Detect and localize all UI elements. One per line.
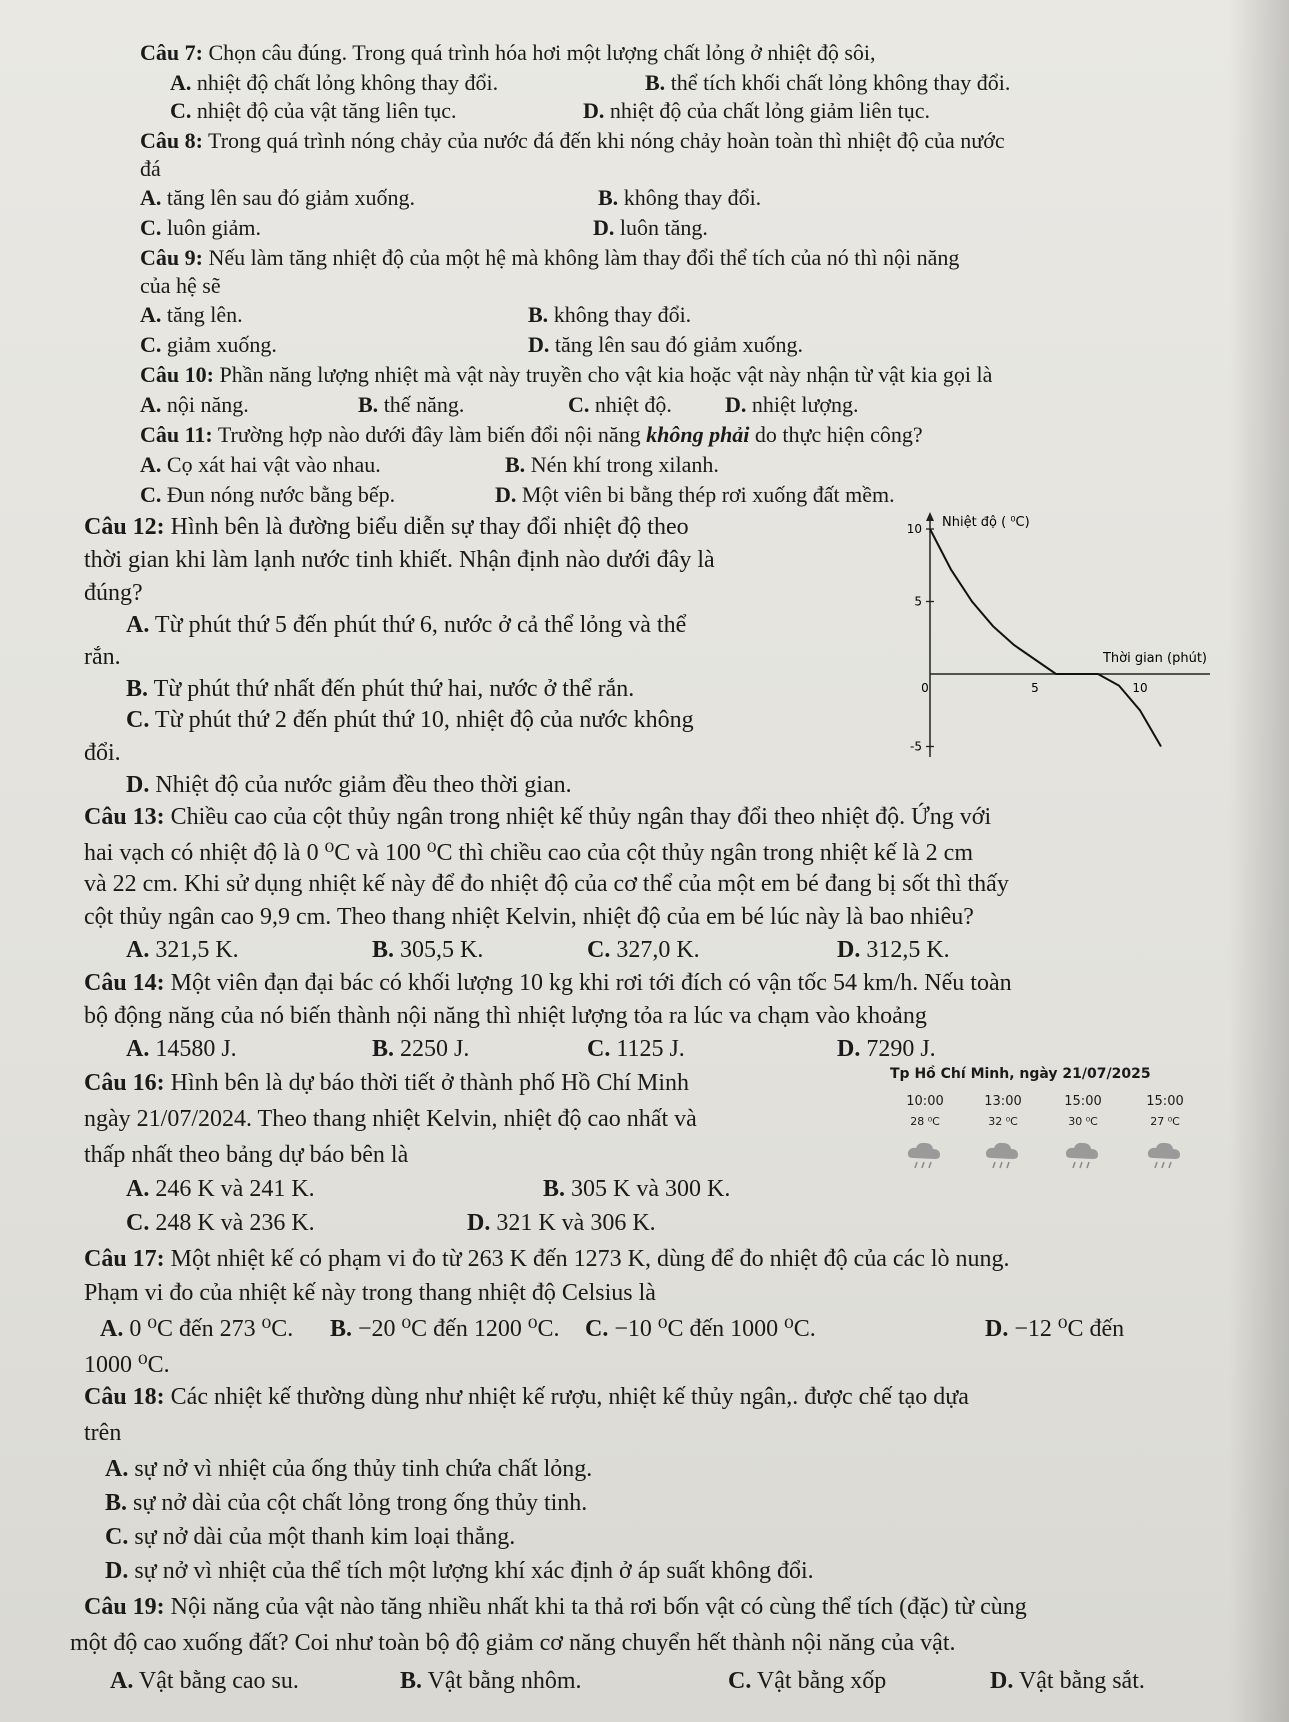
q19-option-a: A. Vật bằng cao su. [110, 1668, 299, 1694]
q13-option-c: C. 327,0 K. [587, 937, 700, 963]
x-axis-label: Thời gian (phút) [1102, 651, 1207, 666]
forecast-slot [1130, 1094, 1200, 1172]
q12-option-c-cont: đổi. [84, 740, 121, 766]
q9-option-d: D. tăng lên sau đó giảm xuống. [528, 332, 803, 357]
forecast-time: 15:00 [1146, 1094, 1184, 1109]
rain-cloud-icon [1145, 1140, 1185, 1172]
q7-stem: Câu 7: Chọn câu đúng. Trong quá trình hóa hơi một lượng chất lỏng ở nhiệt độ sôi, [140, 40, 876, 65]
q18-option-a: A. sự nở vì nhiệt của ống thủy tinh chứa chất lỏng. [105, 1456, 593, 1482]
q8-option-b: B. không thay đổi. [598, 185, 762, 210]
q11-option-a: A. Cọ xát hai vật vào nhau. [140, 452, 381, 477]
forecast-slot [968, 1094, 1038, 1172]
q8-option-a: A. tăng lên sau đó giảm xuống. [140, 185, 415, 210]
q16-stem: Câu 16: Hình bên là dự báo thời tiết ở thành phố Hồ Chí Minh [84, 1070, 690, 1096]
q18-option-b: B. sự nở dài của cột chất lỏng trong ống thủy tinh. [105, 1490, 588, 1516]
q16-option-b: B. 305 K và 300 K. [543, 1176, 731, 1202]
q12-stem: Câu 12: Hình bên là đường biểu diễn sự thay đổi nhiệt độ theo [84, 514, 689, 540]
q8-option-c: C. luôn giảm. [140, 215, 261, 240]
q16-option-c: C. 248 K và 236 K. [126, 1210, 315, 1236]
x-tick-label: 5 [1031, 681, 1039, 695]
q16-stem-2: ngày 21/07/2024. Theo thang nhiệt Kelvin, nhiệt độ cao nhất và [84, 1106, 697, 1132]
q13-stem-3: và 22 cm. Khi sử dụng nhiệt kế này để đo nhiệt độ của cơ thể của một em bé đang bị sốt thì thấy [84, 871, 1009, 897]
q10-stem: Câu 10: Phần năng lượng nhiệt mà vật này truyền cho vật kia hoặc vật này nhận từ vật kia gọi là [140, 362, 993, 387]
y-tick-label: 10 [906, 522, 922, 536]
q11-option-b: B. Nén khí trong xilanh. [505, 452, 719, 477]
q13-stem-2: hai vạch có nhiệt độ là 0 ⁰C và 100 ⁰C thì chiều cao của cột thủy ngân trong nhiệt kế là 2 cm [84, 840, 973, 866]
q19-option-c: C. Vật bằng xốp [728, 1668, 887, 1694]
x-tick-label: 0 [921, 681, 929, 695]
forecast-temp: 30 ⁰C [1068, 1115, 1098, 1128]
q16-stem-3: thấp nhất theo bảng dự báo bên là [84, 1142, 409, 1168]
q12-stem-end: đúng? [84, 580, 143, 606]
q17-option-d-cont: 1000 ⁰C. [84, 1352, 170, 1378]
q8-stem: Câu 8: Trong quá trình nóng chảy của nước đá đến khi nóng chảy hoàn toàn thì nhiệt độ của nước [140, 128, 1005, 153]
q17-option-a: A. 0 ⁰C đến 273 ⁰C. [100, 1316, 294, 1342]
q17-stem: Câu 17: Một nhiệt kế có phạm vi đo từ 263 K đến 1273 K, dùng để đo nhiệt độ của các lò nung. [84, 1246, 1010, 1272]
forecast-time: 13:00 [984, 1094, 1022, 1109]
q12-option-a: A. Từ phút thứ 5 đến phút thứ 6, nước ở cả thể lỏng và thể [126, 612, 687, 638]
q7-option-a: A. nhiệt độ chất lỏng không thay đổi. [170, 70, 499, 95]
x-tick-label: 10 [1132, 681, 1148, 695]
q10-option-c: C. nhiệt độ. [568, 392, 672, 417]
q13-option-a: A. 321,5 K. [126, 937, 239, 963]
q11-option-d: D. Một viên bi bằng thép rơi xuống đất mềm. [495, 482, 895, 507]
q14-option-a: A. 14580 J. [126, 1036, 237, 1062]
q7-option-b: B. thể tích khối chất lỏng không thay đổi. [645, 70, 1011, 95]
q14-option-b: B. 2250 J. [372, 1036, 470, 1062]
y-axis-arrow [926, 512, 934, 521]
q18-stem-2: trên [84, 1420, 122, 1446]
weather-forecast [890, 1066, 1200, 1206]
temperature-curve [930, 529, 1161, 747]
q17-option-c: C. −10 ⁰C đến 1000 ⁰C. [585, 1316, 816, 1342]
rain-cloud-icon [905, 1140, 945, 1172]
q18-option-c: C. sự nở dài của một thanh kim loại thẳng. [105, 1524, 516, 1550]
q10-option-a: A. nội năng. [140, 392, 249, 417]
forecast-time: 10:00 [906, 1094, 944, 1109]
q8-stem-cont: đá [140, 156, 161, 181]
q13-stem: Câu 13: Chiều cao của cột thủy ngân trong nhiệt kế thủy ngân thay đổi theo nhiệt độ. Ứng với [84, 804, 992, 830]
forecast-title: Tp Hồ Chí Minh, ngày 21/07/2025 [890, 1066, 1151, 1082]
q7-option-c: C. nhiệt độ của vật tăng liên tục. [170, 98, 457, 123]
forecast-slot [1048, 1094, 1118, 1172]
q11-stem: Câu 11: Trường hợp nào dưới đây làm biến đổi nội năng không phải do thực hiện công? [140, 422, 923, 447]
q12-option-a-cont: rắn. [84, 644, 121, 670]
forecast-time: 15:00 [1064, 1094, 1102, 1109]
q8-option-d: D. luôn tăng. [593, 215, 708, 240]
q13-stem-4: cột thủy ngân cao 9,9 cm. Theo thang nhiệt Kelvin, nhiệt độ của em bé lúc này là bao nhiêu? [84, 904, 974, 930]
forecast-temp: 28 ⁰C [910, 1115, 940, 1128]
q12-option-c: C. Từ phút thứ 2 đến phút thứ 10, nhiệt độ của nước không [126, 707, 694, 733]
q18-option-d: D. sự nở vì nhiệt của thể tích một lượng khí xác định ở áp suất không đổi. [105, 1558, 814, 1584]
q19-stem-2: một độ cao xuống đất? Coi như toàn bộ độ giảm cơ năng chuyển hết thành nội năng của vật. [70, 1630, 956, 1656]
forecast-temp: 32 ⁰C [988, 1115, 1018, 1128]
y-tick-label: -5 [910, 739, 922, 754]
q9-stem: Câu 9: Nếu làm tăng nhiệt độ của một hệ mà không làm thay đổi thể tích của nó thì nội năng [140, 245, 960, 270]
q19-stem: Câu 19: Nội năng của vật nào tăng nhiều nhất khi ta thả rơi bốn vật có cùng thể tích (đặc) từ cùng [84, 1594, 1027, 1620]
q9-option-c: C. giảm xuống. [140, 332, 277, 357]
q12-option-d: D. Nhiệt độ của nước giảm đều theo thời gian. [126, 772, 572, 798]
q14-stem: Câu 14: Một viên đạn đại bác có khối lượng 10 kg khi rơi tới đích có vận tốc 54 km/h. Nếu toàn [84, 970, 1012, 996]
q12-option-b: B. Từ phút thứ nhất đến phút thứ hai, nước ở thể rắn. [126, 676, 635, 702]
q19-option-b: B. Vật bằng nhôm. [400, 1668, 582, 1694]
q13-option-d: D. 312,5 K. [837, 937, 950, 963]
q9-stem-cont: của hệ sẽ [140, 273, 221, 298]
q17-stem-2: Phạm vi đo của nhiệt kế này trong thang nhiệt độ Celsius là [84, 1280, 656, 1306]
q11-option-c: C. Đun nóng nước bằng bếp. [140, 482, 396, 507]
temperature-time-chart [880, 512, 1210, 757]
q18-stem: Câu 18: Các nhiệt kế thường dùng như nhiệt kế rượu, nhiệt kế thủy ngân,. được chế tạo dựa [84, 1384, 969, 1410]
page-shadow [1229, 0, 1289, 1722]
q16-option-d: D. 321 K và 306 K. [467, 1210, 656, 1236]
q12-stem-cont: thời gian khi làm lạnh nước tinh khiết. Nhận định nào dưới đây là [84, 547, 715, 573]
q14-option-d: D. 7290 J. [837, 1036, 936, 1062]
q10-option-d: D. nhiệt lượng. [725, 392, 859, 417]
q10-option-b: B. thế năng. [358, 392, 465, 417]
q14-option-c: C. 1125 J. [587, 1036, 685, 1062]
rain-cloud-icon [983, 1140, 1023, 1172]
q19-option-d: D. Vật bằng sắt. [990, 1668, 1145, 1694]
q9-option-a: A. tăng lên. [140, 302, 243, 327]
q17-option-d: D. −12 ⁰C đến [985, 1316, 1125, 1342]
q16-option-a: A. 246 K và 241 K. [126, 1176, 315, 1202]
y-tick-label: 5 [914, 594, 922, 609]
q13-option-b: B. 305,5 K. [372, 937, 484, 963]
rain-cloud-icon [1063, 1140, 1103, 1172]
q9-option-b: B. không thay đổi. [528, 302, 692, 327]
y-axis-label: Nhiệt độ ( ⁰C) [942, 515, 1030, 530]
q14-stem-2: bộ động năng của nó biến thành nội năng thì nhiệt lượng tỏa ra lúc va chạm vào khoảng [84, 1003, 927, 1029]
forecast-temp: 27 ⁰C [1150, 1115, 1180, 1128]
q7-option-d: D. nhiệt độ của chất lỏng giảm liên tục. [583, 98, 931, 123]
forecast-slot [890, 1094, 960, 1172]
q17-option-b: B. −20 ⁰C đến 1200 ⁰C. [330, 1316, 560, 1342]
